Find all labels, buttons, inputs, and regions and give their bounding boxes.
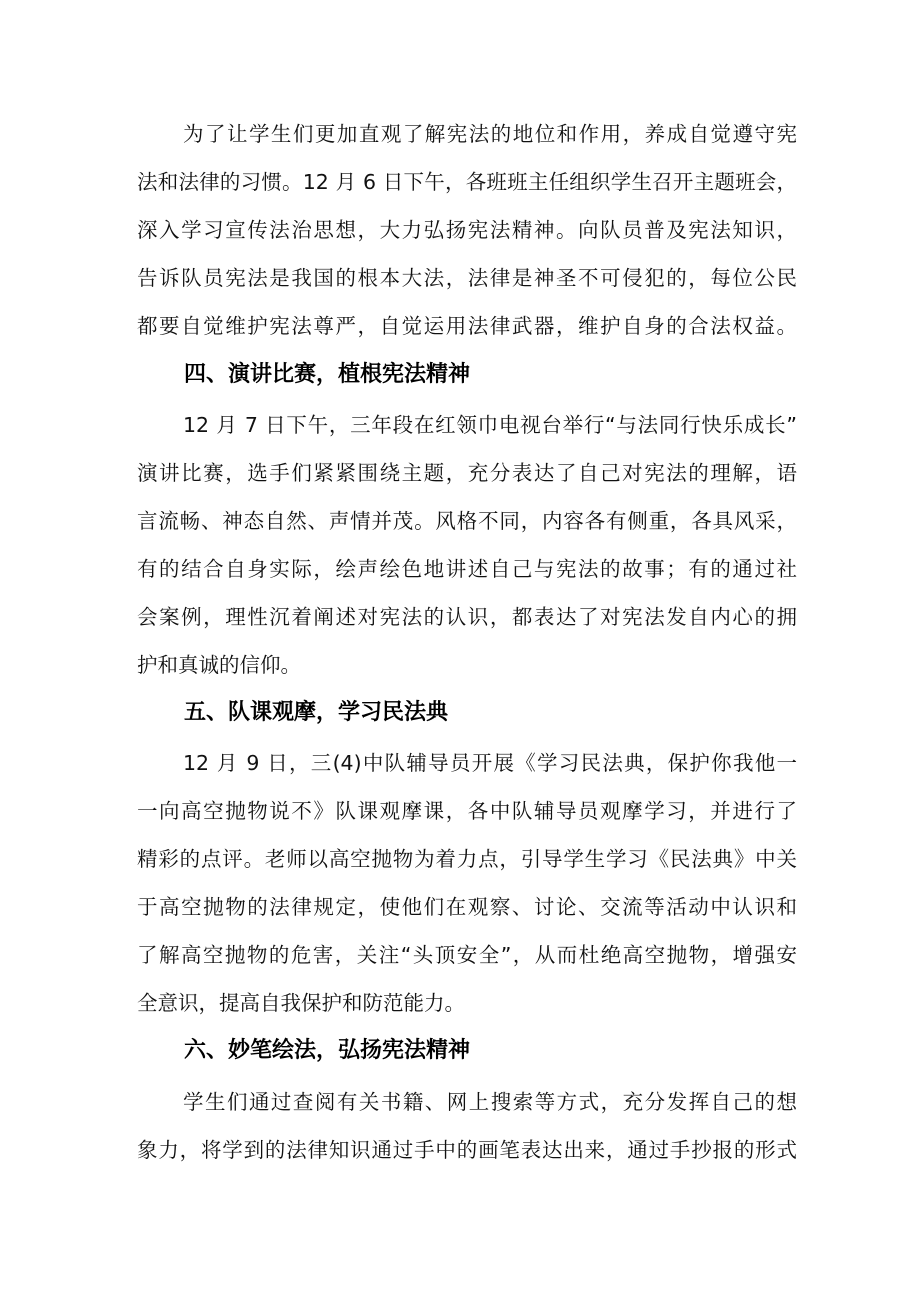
paragraph-line: 演讲比赛，选手们紧紧围绕主题，充分表达了自己对宪法的理解，语: [137, 461, 797, 485]
section-heading: 六、妙笔绘法，弘扬宪法精神: [184, 1038, 471, 1063]
paragraph-line: 言流畅、神态自然、声情并茂。风格不同，内容各有侧重，各具风采，: [137, 509, 797, 533]
paragraph-line: 学生们通过查阅有关书籍、网上搜索等方式，充分发挥自己的想: [183, 1090, 797, 1114]
paragraph-line: 会案例，理性沉着阐述对宪法的认识，都表达了对宪法发自内心的拥: [137, 605, 797, 629]
section-heading: 四、演讲比赛，植根宪法精神: [184, 362, 471, 387]
paragraph-line: 一向高空抛物说不》队课观摩课，各中队辅导员观摩学习，并进行了: [137, 799, 797, 823]
paragraph-line: 于高空抛物的法律规定，使他们在观察、讨论、交流等活动中认识和: [137, 895, 797, 919]
paragraph-line: 有的结合自身实际，绘声绘色地讲述自己与宪法的故事；有的通过社: [137, 557, 797, 581]
paragraph-line: 象力，将学到的法律知识通过手中的画笔表达出来，通过手抄报的形式: [137, 1138, 797, 1162]
paragraph-line: 告诉队员宪法是我国的根本大法，法律是神圣不可侵犯的，每位公民: [137, 266, 797, 290]
paragraph-line: 精彩的点评。老师以高空抛物为着力点，引导学生学习《民法典》中关: [137, 847, 797, 871]
paragraph-line: 12 月 9 日，三(4)中队辅导员开展《学习民法典，保护你我他一: [183, 751, 797, 775]
paragraph-line: 法和法律的习惯。12 月 6 日下午，各班班主任组织学生召开主题班会，: [137, 170, 797, 194]
paragraph-line: 护和真诚的信仰。: [137, 653, 301, 677]
paragraph-line: 了解高空抛物的危害，关注“头顶安全”，从而杜绝高空抛物，增强安: [137, 943, 797, 967]
paragraph-line: 12 月 7 日下午，三年段在红领巾电视台举行“与法同行快乐成长”: [183, 413, 797, 437]
paragraph-line: 为了让学生们更加直观了解宪法的地位和作用，养成自觉遵守宪: [183, 122, 797, 146]
paragraph-line: 全意识，提高自我保护和防范能力。: [137, 991, 465, 1015]
paragraph-line: 深入学习宣传法治思想，大力弘扬宪法精神。向队员普及宪法知识，: [137, 218, 797, 242]
paragraph-line: 都要自觉维护宪法尊严，自觉运用法律武器，维护自身的合法权益。: [137, 314, 797, 338]
section-heading: 五、队课观摩，学习民法典: [184, 700, 449, 725]
